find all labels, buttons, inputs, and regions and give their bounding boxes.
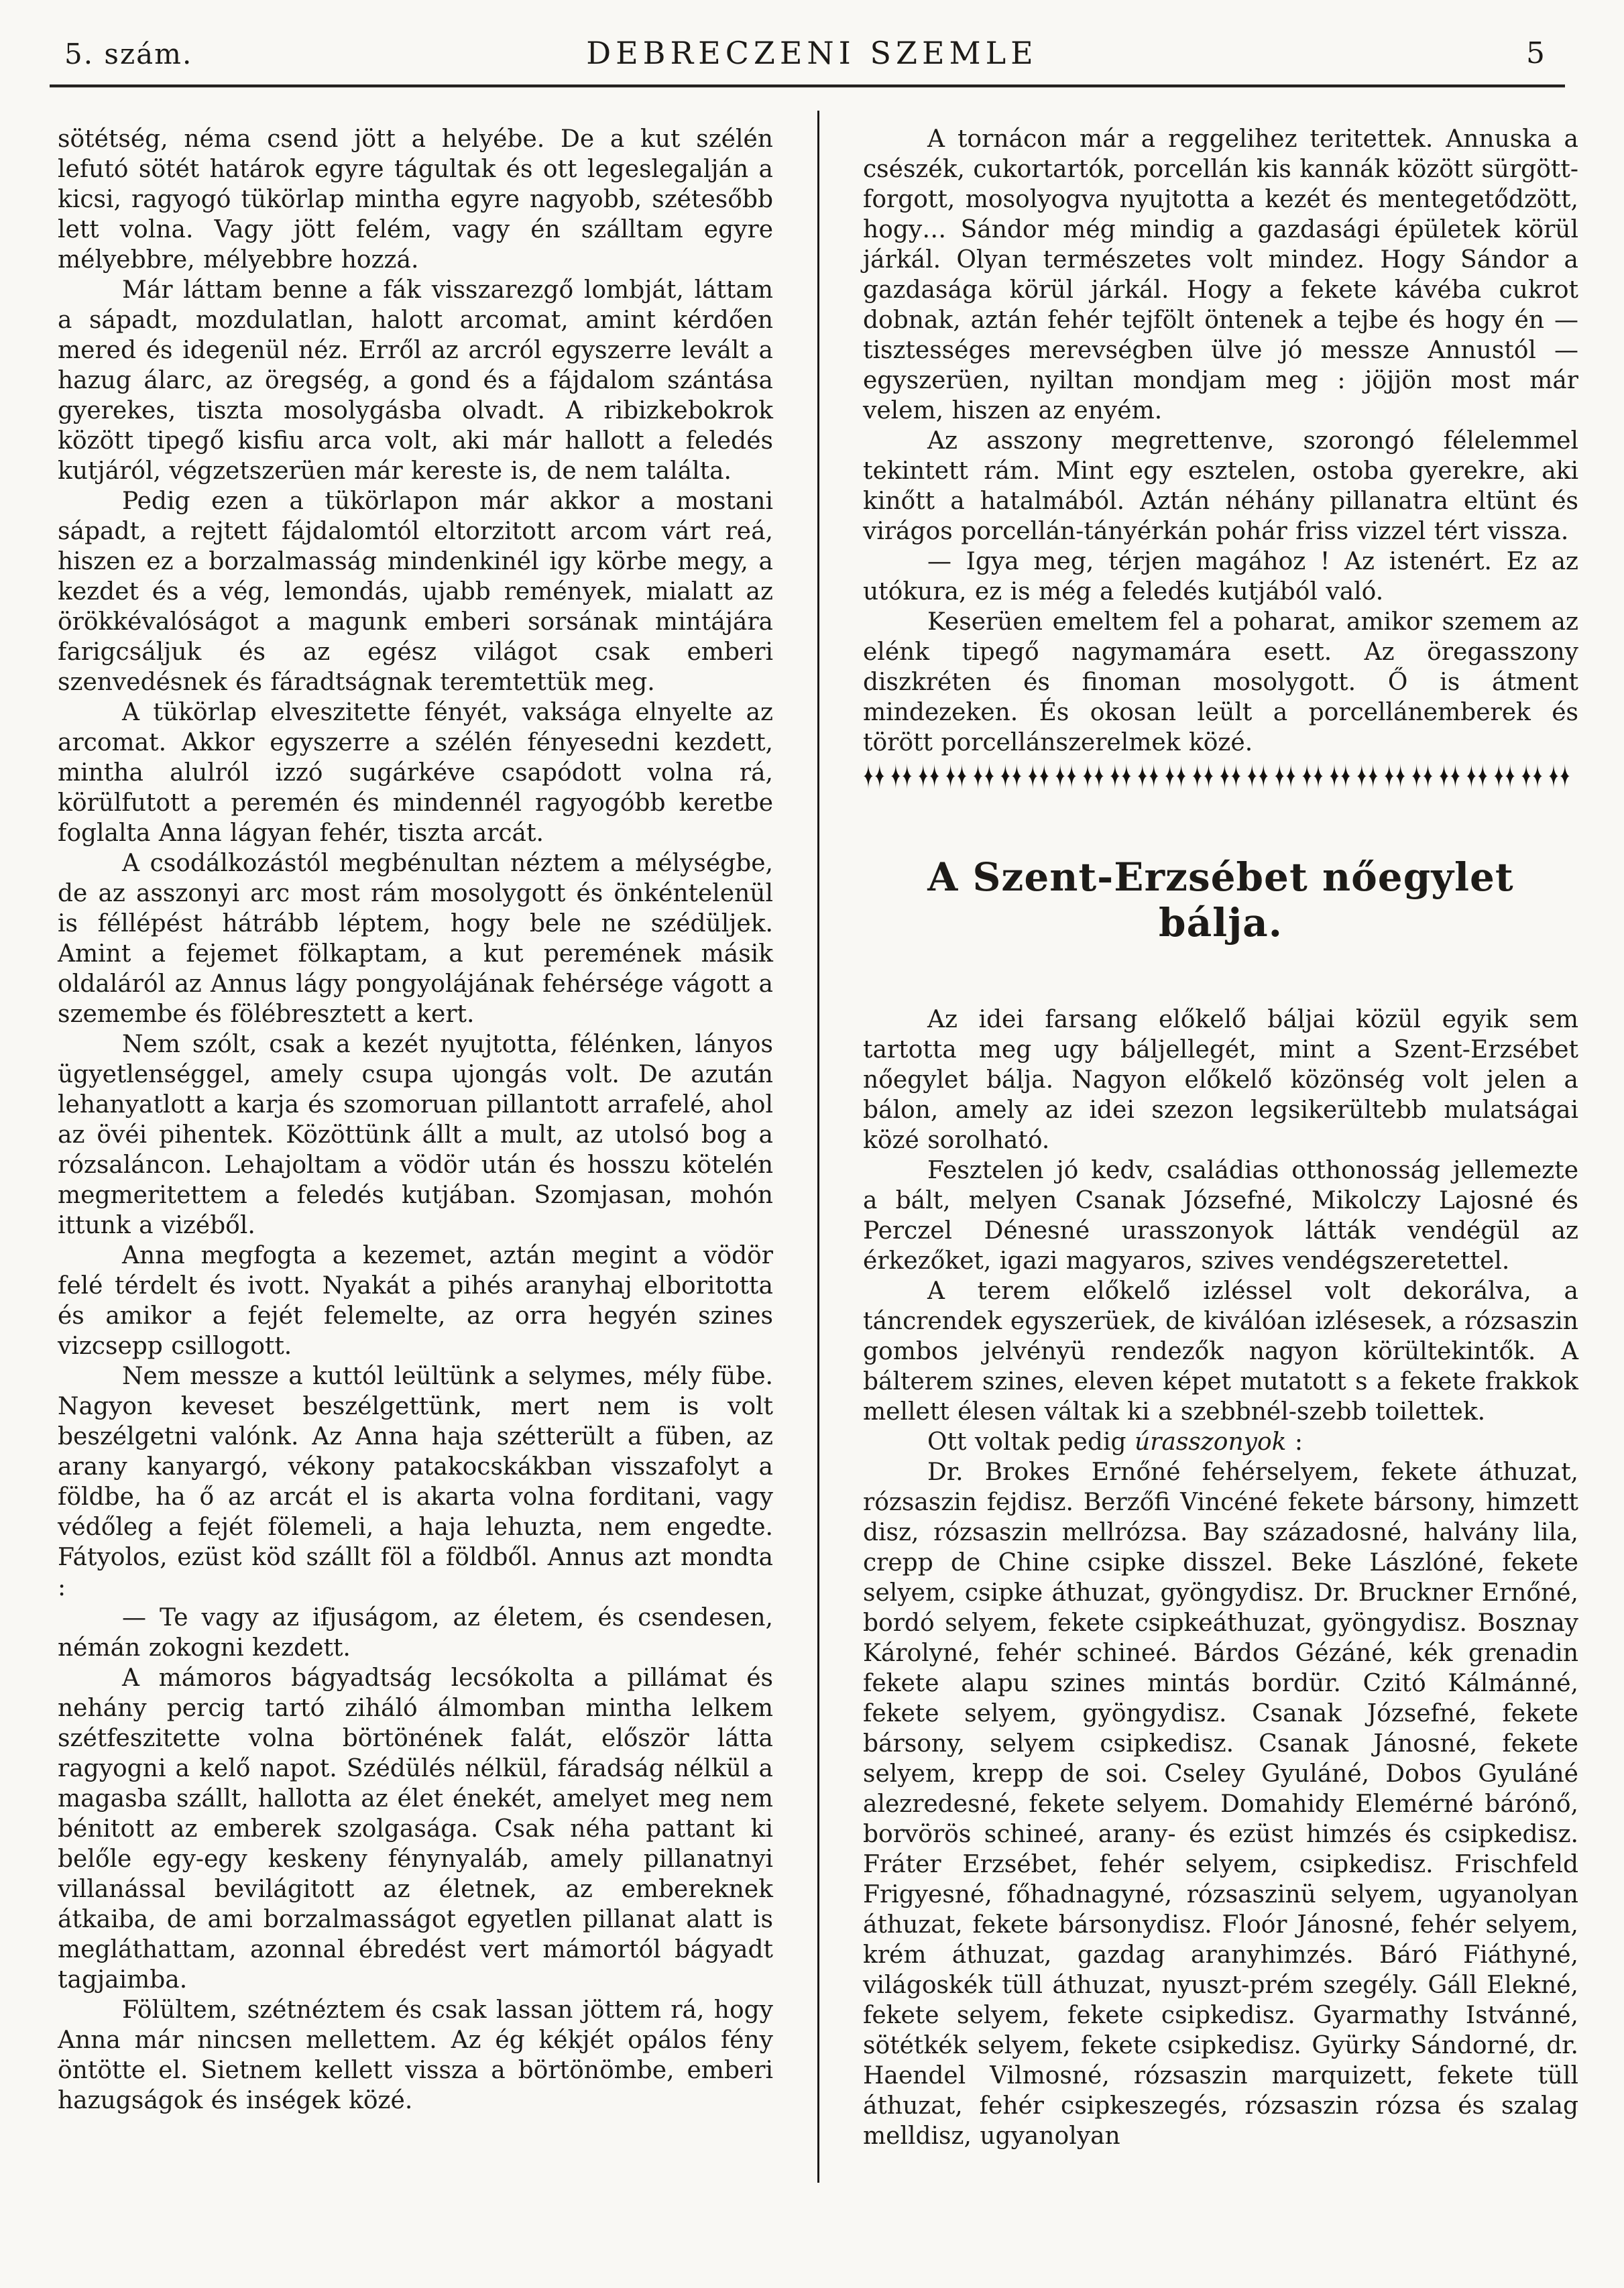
- article-paragraph: Fesztelen jó kedv, családias otthonosság jellemezte a bált, melyen Csanak Józsefné, Mikolczy Lajosné és Perczel Dénesné urasszonyok látták vendégül az érkezőket, igazi magyaros, szives vendégszeretettel.: [863, 1157, 1578, 1275]
- story-paragraph: Anna megfogta a kezemet, aztán megint a vödör felé térdelt és ivott. Nyakát a pihés aranyhaj elboritotta és amikor a fejét felemelte, az orra hegyén szines vizcsepp csillogott.: [58, 1242, 773, 1360]
- issue-number: 5. szám.: [64, 38, 193, 70]
- hostess-line: [863, 1427, 1578, 1457]
- article-intro: [863, 1005, 1578, 1427]
- story-paragraph: A csodálkozástól megbénultan néztem a mélységbe, de az asszonyi arc most rám mosolygott és önkéntelenül is féllépést hátrább léptem, hogy bele ne szédüljek. Amint a fejemet fölkaptam, a kut peremének másik oldaláról az Annus lágy pongyolájának fehérsége vágott a szemembe és fölébresztett a kert.: [58, 850, 773, 1028]
- right-column: [863, 124, 1578, 2151]
- story-continuation: [863, 124, 1578, 758]
- column-divider-rule: [817, 111, 819, 2183]
- story-paragraph: Fölültem, szétnéztem és csak lassan jöttem rá, hogy Anna már nincsen mellettem. Az ég kékjét opálos fény öntötte el. Sietnem kellett vissza a börtönömbe, emberi hazugságok és inségek közé.: [58, 1996, 773, 2114]
- story-paragraph: Pedig ezen a tükörlapon már akkor a mostani sápadt, a rejtett fájdalomtól eltorzitott arcom várt reá, hiszen ez a borzalmasság mindenkinél igy körbe megy, a kezdet és a vég, lemondás, ujabb remények, mialatt az örökkévalóságot a magunk emberi sorsának mintájára farigcsáljuk és az egész világot csak emberi szenvedésnek és fáradtságnak teremtettük meg.: [58, 488, 773, 696]
- story-paragraph: Az asszony megrettenve, szorongó félelemmel tekintett rám. Mint egy esztelen, ostoba gyerekre, aki kinőtt a hatalmából. Aztán néhány pillanatra eltünt és virágos porcellán-tányérkán pohár friss vizzel tért vissza.: [863, 427, 1578, 545]
- header-rule: [50, 84, 1565, 87]
- newspaper-title: DEBRECZENI SZEMLE: [586, 35, 1038, 71]
- hostess-emphasis: úrasszonyok: [1135, 1428, 1287, 1456]
- story-paragraph: sötétség, néma csend jött a helyébe. De a kut szélén lefutó sötét határok egyre tágultak és ott legeslegalján a kicsi, ragyogó tükörlap mintha egyre nagyobb, szétesőbb lett volna. Vagy jött felém, vagy én szálltam egyre mélyebbre, mélyebbre hozzá.: [58, 125, 773, 274]
- left-column: [58, 124, 773, 2116]
- article-guest-list: [863, 1457, 1578, 2151]
- ornament-divider: ✦✦ ✦✦ ✦✦ ✦✦ ✦✦ ✦✦ ✦✦ ✦✦ ✦✦ ✦✦ ✦✦ ✦✦ ✦✦ ✦✦ ✦✦ ✦✦ ✦✦ ✦✦ ✦✦ ✦✦ ✦✦ ✦✦ ✦✦ ✦✦ ✦✦ ✦✦: [863, 758, 1571, 797]
- article-paragraph: Dr. Brokes Ernőné fehérselyem, fekete áthuzat, rózsaszin fejdisz. Berzőfi Vincéné fekete bársony, himzett disz, rózsaszin mellrózsa. Bay századosné, halvány lila, crepp de Chine csipke disszel. Beke Lászlóné, fekete selyem, csipke áthuzat, gyöngydisz. Dr. Bruckner Ernőné, bordó selyem, fekete csipkeáthuzat, gyöngydisz. Bosznay Károlyné, fehér schineé. Bárdos Gézáné, kék grenadin fekete alapu szines mintás bordür. Czitó Kálmánné, fekete selyem, gyöngydisz. Csanak Józsefné, fekete bársony, selyem csipkedisz. Csanak Jánosné, fekete selyem, krepp de soi. Cseley Gyuláné, Dobos Gyuláné alezredesné, fekete selyem. Domahidy Elemérné bárónő, borvörös schineé, arany- és ezüst himzés és csipkedisz. Fráter Erzsébet, fehér selyem, csipkedisz. Frischfeld Frigyesné, főhadnagyné, rózsaszinü selyem, ugyanolyan áthuzat, fekete bársonydisz. Floór Jánosné, fehér selyem, krém áthuzat, gazdag aranyhimzés. Báró Fiáthyné, világoskék tüll áthuzat, nyuszt-prém szegély. Gáll Elekné, fekete selyem, fekete csipkedisz. Gyarmathy Istvánné, sötétkék selyem, fekete csipkedisz. Gyürky Sándorné, dr. Haendel Vilmosné, rózsaszin marquizett, fekete tüll áthuzat, fehér csipkeszegés, rózsaszin rózsa és szalag melldisz, ugyanolyan: [863, 1458, 1578, 2150]
- story-paragraph: — Igya meg, térjen magához ! Az istenért. Ez az utókura, ez is még a feledés kutjából való.: [863, 548, 1578, 606]
- story-paragraph: A mámoros bágyadtság lecsókolta a pillámat és nehány percig tartó ziháló álmomban mintha lelkem szétfeszitette volna börtönének falát, először látta ragyogni a kelő napot. Szédülés nélkül, fáradság nélkül a magasba szállt, hallotta az élet énekét, amelyet meg nem bénitott az emberek szolgasága. Csak néha pattant ki belőle egy-egy keskeny fénynyaláb, amely pillanatnyi villanással bevilágitott az életnek, az embereknek átkaiba, de ami borzalmasságot egyetlen pillanat alatt is megláthattam, azonnal ébredést vert mámortól bágyadt tagjaimba.: [58, 1664, 773, 1994]
- hostess-prefix: Ott voltak pedig: [927, 1428, 1135, 1456]
- story-paragraph: — Te vagy az ifjuságom, az életem, és csendesen, némán zokogni kezdett.: [58, 1604, 773, 1662]
- story-paragraph: A tornácon már a reggelihez teritettek. Annuska a csészék, cukortartók, porcellán kis kannák között sürgött-forgott, mosolyogva nyujtotta a kezét és mentegetődzött, hogy… Sándor még mindig a gazdasági épületek körül járkál. Olyan természetes volt mindez. Hogy Sándor a gazdasága körül járkál. Hogy a fekete kávéba cukrot dobnak, aztán fehér tejfölt öntenek a tejbe és hogy én — tisztességes merevségben ülve jó messze Annustól — egyszerüen, nyiltan mondjam meg : jöjjön most már velem, hiszen az enyém.: [863, 125, 1578, 424]
- story-paragraph: Már láttam benne a fák visszarezgő lombját, láttam a sápadt, mozdulatlan, halott arcomat, amint kérdően mered és idegenül néz. Erről az arcról egyszerre levált a hazug álarc, az öregség, a gond és a fájdalom szántása gyerekes, tiszta mosolygásba olvadt. A ribizkebokrok között tipegő kisfiu arca volt, aki már hallott a feledés kutjáról, végzetszerüen már kereste is, de nem találta.: [58, 276, 773, 485]
- story-paragraph: Nem szólt, csak a kezét nyujtotta, félénken, lányos ügyetlenséggel, amely csupa ujongás volt. De azután lehanyatlott a karja és szomoruan pillantott arrafelé, ahol az övéi pihentek. Közöttünk állt a mult, az utolsó bog a rózsaláncon. Lehajoltam a vödör után és hosszu kötelén megmeritettem a feledés kutjában. Szomjasan, mohón ittunk a vizéből.: [58, 1031, 773, 1239]
- article-headline: A Szent-Erzsébet nőegylet bálja.: [927, 854, 1514, 946]
- hostess-suffix: :: [1286, 1428, 1303, 1456]
- page-number: 5: [1526, 36, 1545, 70]
- article-paragraph: A terem előkelő izléssel volt dekorálva, a táncrendek egyszerüek, de kiválóan izlésesek, a rózsaszin gombos jelvényü rendezők nagyon körültekintők. A bálterem szines, eleven képet mutatott s a fekete frakkok mellett élesen váltak ki a szebbnél-szebb toilettek.: [863, 1277, 1578, 1426]
- article-paragraph: Az idei farsang előkelő báljai közül egyik sem tartotta meg ugy báljellegét, mint a Szent-Erzsébet nőegylet bálja. Nagyon előkelő közönség volt jelen a bálon, amely az idei szezon legsikerültebb mulatságai közé sorolható.: [863, 1006, 1578, 1154]
- story-paragraph: Keserüen emeltem fel a poharat, amikor szemem az elénk tipegő nagymamára esett. Az öregasszony diszkréten és finoman mosolygott. Ő is átment mindezeken. És okosan leült a porcellánemberek és törött porcellánszerelmek közé.: [863, 608, 1578, 756]
- story-paragraph: Nem messze a kuttól leültünk a selymes, mély fübe. Nagyon keveset beszélgettünk, mert nem is volt beszélgetni valónk. Az Anna haja szétterült a füben, az arany kanyargó, vékony patakocskákban visszafolyt a földbe, ha ő az arcát el is akarta volna forditani, vagy védőleg a fejét fölemeli, a haja lehuzta, nem engedte. Fátyolos, ezüst köd szállt föl a földből. Annus azt mondta :: [58, 1363, 773, 1601]
- page-columns: [58, 124, 1580, 2183]
- story-paragraph: A tükörlap elveszitette fényét, vaksága elnyelte az arcomat. Akkor egyszerre a szélén fényesedni kezdett, mintha alulról izzó sugárkéve csapódott volna rá, körülfutott a peremén és mindennél ragyogóbb keretbe foglalta Anna lágyan fehér, tiszta arcát.: [58, 699, 773, 847]
